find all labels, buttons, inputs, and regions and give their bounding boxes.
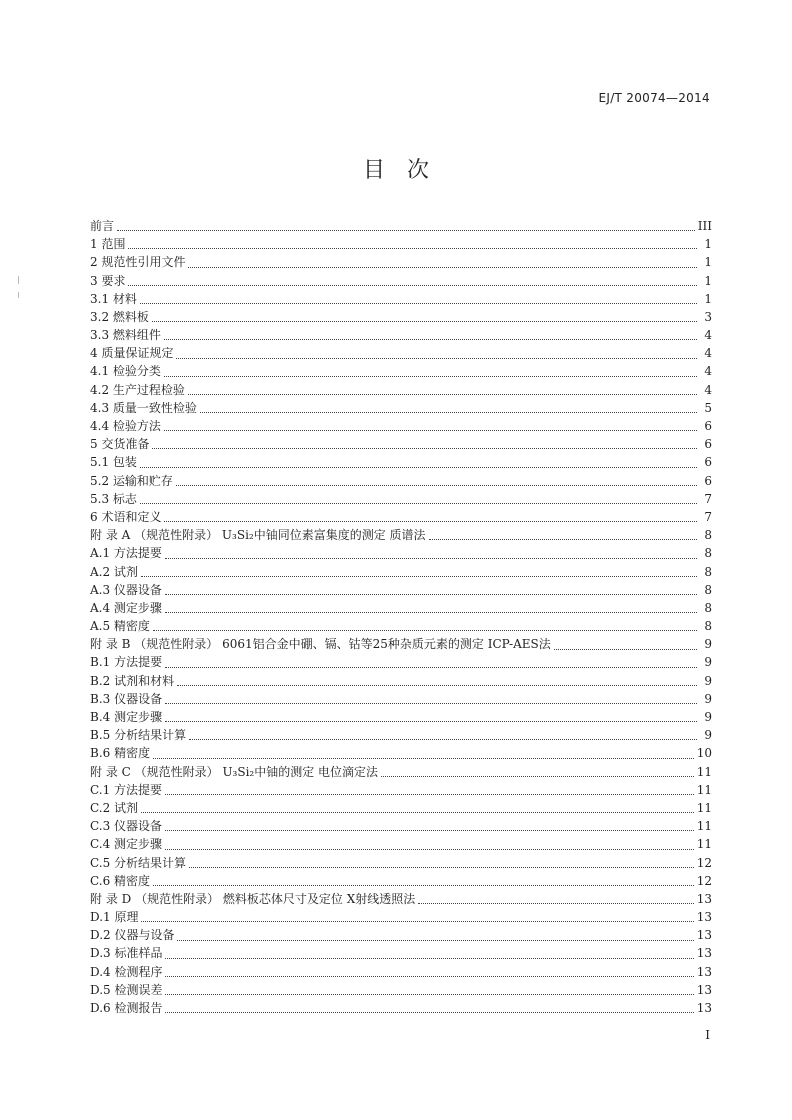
- toc-entry-label: 附 录 B （规范性附录） 6061铝合金中硼、镉、钴等25种杂质元素的测定 ICP-AES法: [90, 637, 551, 652]
- toc-entry[interactable]: [90, 890, 712, 908]
- toc-entry-page: 7: [704, 491, 712, 506]
- toc-entry-page: 11: [696, 837, 712, 852]
- toc-leader-dots: [164, 521, 697, 522]
- toc-entry-page: 11: [696, 782, 712, 797]
- toc-entry[interactable]: [90, 399, 712, 417]
- toc-entry-page: 1: [704, 273, 712, 288]
- toc-entry-label: B.3 仪器设备: [90, 691, 163, 706]
- toc-entry-label: C.3 仪器设备: [90, 819, 163, 834]
- toc-entry[interactable]: [90, 654, 712, 672]
- toc-entry-label: A.4 测定步骤: [90, 600, 162, 615]
- toc-entry-label: B.4 测定步骤: [90, 710, 163, 725]
- toc-entry-label: 附 录 C （规范性附录） U₃Si₂中铀的测定 电位滴定法: [90, 764, 379, 779]
- toc-entry[interactable]: [90, 217, 712, 235]
- toc-entry-page: 6: [704, 437, 712, 452]
- toc-entry[interactable]: [90, 981, 712, 999]
- toc-leader-dots: [165, 1012, 693, 1013]
- toc-entry[interactable]: [90, 617, 712, 635]
- toc-entry[interactable]: [90, 708, 712, 726]
- toc-leader-dots: [153, 885, 694, 886]
- toc-entry-label: D.4 检测程序: [90, 964, 163, 979]
- toc-entry[interactable]: [90, 854, 712, 872]
- toc-leader-dots: [381, 776, 694, 777]
- toc-entry-page: 13: [696, 910, 712, 925]
- toc-entry-page: 9: [704, 728, 712, 743]
- toc-entry[interactable]: [90, 908, 712, 926]
- toc-entry-page: 4: [704, 364, 712, 379]
- toc-entry[interactable]: [90, 235, 712, 253]
- toc-entry-page: 13: [696, 928, 712, 943]
- toc-entry-label: 5.1 包装: [90, 455, 137, 470]
- toc-entry-label: 4.1 检验分类: [90, 364, 161, 379]
- table-of-contents: [90, 217, 712, 1017]
- toc-entry[interactable]: [90, 381, 712, 399]
- toc-entry[interactable]: [90, 799, 712, 817]
- toc-leader-dots: [189, 867, 694, 868]
- toc-entry-label: 3.3 燃料组件: [90, 328, 161, 343]
- toc-entry-label: D.5 检测误差: [90, 982, 163, 997]
- toc-entry-label: C.5 分析结果计算: [90, 855, 187, 870]
- toc-entry-page: 1: [704, 255, 712, 270]
- toc-entry-page: 9: [704, 710, 712, 725]
- toc-leader-dots: [176, 485, 697, 486]
- toc-entry-label: 附 录 A （规范性附录） U₃Si₂中铀同位素富集度的测定 质谱法: [90, 528, 426, 543]
- toc-leader-dots: [165, 958, 693, 959]
- toc-leader-dots: [165, 558, 697, 559]
- toc-entry-page: 10: [696, 746, 712, 761]
- toc-entry[interactable]: [90, 490, 712, 508]
- toc-entry[interactable]: [90, 344, 712, 362]
- toc-entry-label: C.1 方法提要: [90, 782, 163, 797]
- toc-entry[interactable]: [90, 726, 712, 744]
- toc-entry-page: 4: [704, 346, 712, 361]
- toc-entry-page: 4: [704, 382, 712, 397]
- toc-entry-page: 8: [704, 600, 712, 615]
- toc-entry-label: B.5 分析结果计算: [90, 728, 187, 743]
- toc-entry-label: A.1 方法提要: [90, 546, 162, 561]
- toc-leader-dots: [164, 339, 697, 340]
- toc-entry[interactable]: [90, 690, 712, 708]
- toc-leader-dots: [164, 376, 697, 377]
- toc-entry[interactable]: [90, 563, 712, 581]
- toc-entry[interactable]: [90, 508, 712, 526]
- toc-entry-label: A.5 精密度: [90, 619, 150, 634]
- toc-entry-label: 2 规范性引用文件: [90, 255, 186, 270]
- toc-entry-page: 3: [704, 309, 712, 324]
- toc-entry[interactable]: [90, 599, 712, 617]
- toc-entry-label: 1 范围: [90, 237, 126, 252]
- toc-entry-label: B.1 方法提要: [90, 655, 163, 670]
- toc-entry-label: D.3 标准样品: [90, 946, 163, 961]
- toc-entry-label: A.3 仪器设备: [90, 582, 162, 597]
- toc-entry-label: D.6 检测报告: [90, 1001, 163, 1016]
- toc-entry[interactable]: [90, 817, 712, 835]
- toc-entry[interactable]: [90, 999, 712, 1017]
- toc-entry-label: C.6 精密度: [90, 873, 151, 888]
- toc-entry[interactable]: [90, 781, 712, 799]
- margin-mark: [18, 292, 19, 298]
- toc-entry[interactable]: [90, 581, 712, 599]
- toc-leader-dots: [165, 612, 697, 613]
- toc-entry-label: 5.2 运输和贮存: [90, 473, 173, 488]
- toc-entry-label: B.6 精密度: [90, 746, 151, 761]
- toc-leader-dots: [165, 830, 694, 831]
- toc-entry-page: 13: [696, 1001, 712, 1016]
- toc-entry-label: C.2 试剂: [90, 800, 139, 815]
- toc-leader-dots: [164, 430, 697, 431]
- toc-leader-dots: [165, 794, 694, 795]
- toc-entry-label: 3.1 材料: [90, 291, 137, 306]
- toc-leader-dots: [141, 921, 693, 922]
- toc-entry[interactable]: [90, 308, 712, 326]
- toc-entry[interactable]: [90, 272, 712, 290]
- toc-entry-page: 1: [704, 291, 712, 306]
- toc-entry-page: 9: [704, 691, 712, 706]
- toc-entry-page: 8: [704, 619, 712, 634]
- toc-leader-dots: [418, 903, 693, 904]
- toc-leader-dots: [429, 539, 697, 540]
- toc-leader-dots: [140, 467, 697, 468]
- toc-entry[interactable]: [90, 963, 712, 981]
- margin-mark: [18, 276, 19, 284]
- toc-entry-label: 3 要求: [90, 273, 126, 288]
- toc-entry-page: 8: [704, 564, 712, 579]
- toc-entry-label: 3.2 燃料板: [90, 309, 149, 324]
- toc-entry[interactable]: [90, 435, 712, 453]
- toc-entry-label: A.2 试剂: [90, 564, 138, 579]
- toc-entry[interactable]: [90, 363, 712, 381]
- toc-leader-dots: [165, 994, 693, 995]
- toc-leader-dots: [140, 303, 697, 304]
- toc-entry-page: 13: [696, 946, 712, 961]
- toc-entry-label: D.1 原理: [90, 910, 139, 925]
- toc-entry[interactable]: [90, 635, 712, 653]
- page-title: 目次: [362, 158, 451, 183]
- toc-entry[interactable]: [90, 872, 712, 890]
- toc-leader-dots: [165, 849, 694, 850]
- toc-entry-label: C.4 测定步骤: [90, 837, 163, 852]
- toc-leader-dots: [141, 812, 694, 813]
- toc-leader-dots: [141, 576, 697, 577]
- toc-leader-dots: [554, 649, 697, 650]
- toc-entry[interactable]: [90, 744, 712, 762]
- toc-leader-dots: [165, 721, 697, 722]
- toc-leader-dots: [128, 248, 697, 249]
- toc-entry-page: 13: [696, 982, 712, 997]
- toc-entry[interactable]: [90, 763, 712, 781]
- toc-leader-dots: [140, 503, 697, 504]
- toc-entry[interactable]: [90, 945, 712, 963]
- toc-entry[interactable]: [90, 835, 712, 853]
- toc-leader-dots: [153, 758, 694, 759]
- toc-entry-label: 6 术语和定义: [90, 509, 162, 524]
- toc-entry-page: 8: [704, 582, 712, 597]
- toc-entry-page: 1: [704, 237, 712, 252]
- toc-entry-label: 4.4 检验方法: [90, 419, 161, 434]
- toc-entry-page: 7: [704, 509, 712, 524]
- toc-entry-label: 前言: [90, 218, 115, 233]
- toc-entry-label: 5.3 标志: [90, 491, 137, 506]
- toc-entry-label: D.2 仪器与设备: [90, 928, 175, 943]
- toc-entry-page: 8: [704, 528, 712, 543]
- toc-leader-dots: [152, 448, 697, 449]
- toc-entry[interactable]: [90, 290, 712, 308]
- toc-leader-dots: [177, 940, 693, 941]
- toc-entry[interactable]: [90, 526, 712, 544]
- toc-leader-dots: [152, 321, 697, 322]
- toc-leader-dots: [188, 267, 697, 268]
- toc-entry[interactable]: [90, 926, 712, 944]
- toc-entry-page: 9: [704, 637, 712, 652]
- toc-entry-page: 9: [704, 673, 712, 688]
- toc-entry-page: 12: [696, 873, 712, 888]
- toc-entry-label: B.2 试剂和材料: [90, 673, 175, 688]
- toc-leader-dots: [188, 394, 697, 395]
- toc-entry-page: 11: [696, 800, 712, 815]
- toc-leader-dots: [153, 630, 697, 631]
- toc-entry-label: 附 录 D （规范性附录） 燃料板芯体尺寸及定位 X射线透照法: [90, 891, 416, 906]
- toc-leader-dots: [128, 285, 697, 286]
- toc-entry-page: 12: [696, 855, 712, 870]
- toc-entry[interactable]: [90, 417, 712, 435]
- toc-entry-page: 4: [704, 328, 712, 343]
- toc-entry[interactable]: [90, 672, 712, 690]
- toc-entry-page: 5: [704, 400, 712, 415]
- toc-entry[interactable]: [90, 453, 712, 471]
- toc-leader-dots: [200, 412, 697, 413]
- toc-entry-label: 5 交货准备: [90, 437, 150, 452]
- toc-leader-dots: [189, 739, 697, 740]
- toc-entry-page: 13: [696, 891, 712, 906]
- toc-leader-dots: [165, 976, 693, 977]
- toc-entry[interactable]: [90, 472, 712, 490]
- toc-entry-page: 11: [696, 764, 712, 779]
- toc-entry-page: 6: [704, 419, 712, 434]
- toc-entry-label: 4.3 质量一致性检验: [90, 400, 197, 415]
- toc-leader-dots: [177, 685, 697, 686]
- toc-entry-page: 11: [696, 819, 712, 834]
- toc-leader-dots: [117, 230, 695, 231]
- toc-leader-dots: [165, 594, 697, 595]
- toc-leader-dots: [165, 667, 697, 668]
- toc-entry-page: III: [697, 218, 712, 233]
- toc-entry-page: 9: [704, 655, 712, 670]
- standard-code: EJ/T 20074—2014: [598, 91, 710, 105]
- toc-leader-dots: [165, 703, 697, 704]
- toc-entry-label: 4.2 生产过程检验: [90, 382, 185, 397]
- toc-entry[interactable]: [90, 326, 712, 344]
- toc-entry-page: 8: [704, 546, 712, 561]
- toc-entry-page: 6: [704, 473, 712, 488]
- page-number: I: [705, 1028, 710, 1042]
- toc-entry[interactable]: [90, 253, 712, 271]
- toc-leader-dots: [176, 358, 697, 359]
- toc-entry[interactable]: [90, 544, 712, 562]
- toc-entry-page: 6: [704, 455, 712, 470]
- toc-entry-page: 13: [696, 964, 712, 979]
- toc-entry-label: 4 质量保证规定: [90, 346, 174, 361]
